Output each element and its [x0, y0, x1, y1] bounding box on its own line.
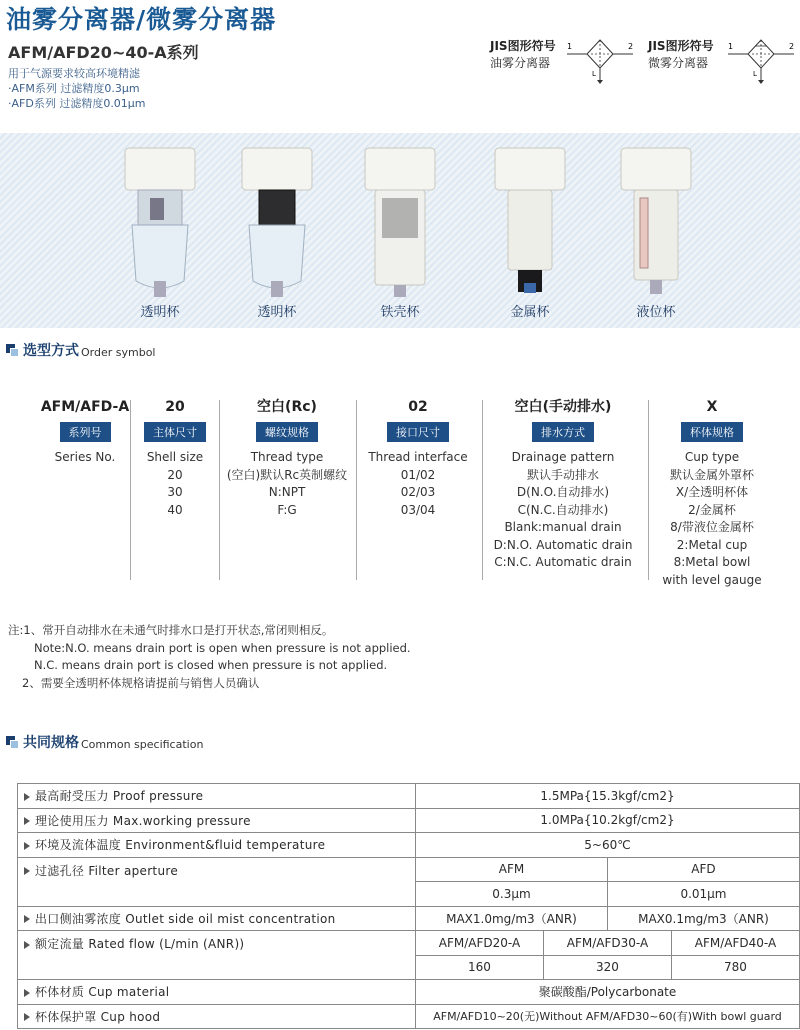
divider	[482, 400, 483, 580]
spec-label: 过滤孔径 Filter aperture	[35, 863, 178, 878]
table-row	[18, 857, 800, 882]
product-image-metal-bowl	[490, 143, 570, 308]
table-row	[18, 784, 800, 809]
port-2-label: 2	[789, 42, 795, 51]
spec-value: AFM/AFD10~20(无)Without AFM/AFD30~60(有)With bowl guard	[416, 1004, 800, 1029]
note-line: Note:N.O. means drain port is open when pressure is not applied.	[34, 640, 411, 655]
column-line: Cup type	[684, 450, 740, 464]
column-code: 空白(Rc)	[257, 399, 317, 415]
column-line: Shell size	[146, 450, 204, 464]
table-row	[18, 906, 800, 931]
divider	[130, 400, 131, 580]
micro-mist-separator-symbol	[726, 36, 796, 86]
order-title-cn: 选型方式	[23, 343, 79, 359]
product-label: 透明杯	[257, 305, 297, 320]
product-label: 透明杯	[140, 305, 180, 320]
order-column-interface	[358, 397, 478, 519]
port-2-label: 2	[628, 42, 634, 51]
notes	[8, 622, 411, 692]
spec-label: 出口侧油雾浓度 Outlet side oil mist concentration	[35, 911, 336, 926]
spec-value: 0.01μm	[607, 882, 799, 907]
order-column-size	[132, 397, 218, 519]
table-row	[18, 1004, 800, 1029]
divider	[648, 400, 649, 580]
product-image-iron-bowl	[360, 143, 440, 308]
bullet-icon	[24, 842, 30, 850]
column-lines	[358, 449, 478, 519]
spec-header: AFM/AFD40-A	[671, 931, 799, 956]
order-column-drain	[484, 397, 642, 572]
bullet-icon	[24, 989, 30, 997]
product-gallery	[0, 133, 800, 328]
bullet-icon	[24, 915, 30, 923]
column-line: 2:Metal cup	[676, 537, 748, 552]
spec-header: AFM/AFD30-A	[543, 931, 671, 956]
column-tag: 杯体规格	[681, 422, 743, 442]
column-lines	[132, 449, 218, 519]
table-row	[18, 808, 800, 833]
column-line: X/全透明杯体	[675, 485, 749, 499]
spec-title-en: Common specification	[81, 738, 204, 751]
column-line: 30	[167, 485, 183, 499]
jis-label: JIS图形符号	[648, 39, 714, 53]
product-label: 液位杯	[636, 305, 676, 320]
spec-value: 聚碳酸酯/Polycarbonate	[416, 980, 800, 1005]
spec-value: 780	[671, 955, 799, 980]
page-title: 油雾分离器/微雾分离器	[6, 5, 277, 34]
column-line: 2/金属杯	[688, 502, 736, 517]
column-code: AFM/AFD-A	[40, 399, 130, 415]
spec-header: AFD	[607, 857, 799, 882]
note-line: N.C. means drain port is closed when pressure is not applied.	[34, 658, 388, 672]
note-line: 注:1、常开自动排水在未通气时排水口是打开状态,常闭则相反。	[8, 623, 334, 637]
product-label: 铁壳杯	[380, 305, 420, 320]
product-image-clear-bowl-2	[237, 143, 317, 308]
desc-line: 用于气源要求较高环境精滤	[8, 67, 140, 80]
spec-value: 160	[416, 955, 544, 980]
note-line: 2、需要全透明杯体规格请提前与销售人员确认	[22, 675, 260, 690]
jis-block-micro	[648, 38, 714, 72]
spec-value: 1.0MPa{10.2kgf/cm2}	[416, 808, 800, 833]
spec-value: 320	[543, 955, 671, 980]
order-title-en: Order symbol	[81, 346, 156, 359]
drain-label: L	[592, 70, 596, 78]
spec-label: 最高耐受压力 Proof pressure	[35, 789, 204, 804]
section-square-icon	[6, 736, 20, 750]
column-line: C:N.C. Automatic drain	[494, 555, 632, 569]
column-line: N:NPT	[268, 485, 306, 499]
table-row	[18, 980, 800, 1005]
spec-label: 额定流量 Rated flow (L/min (ANR))	[35, 937, 245, 951]
column-lines	[650, 449, 774, 589]
column-code: 02	[408, 399, 428, 415]
column-code: 20	[165, 399, 185, 415]
product-label: 金属杯	[510, 305, 550, 320]
column-tag: 螺纹规格	[256, 422, 318, 442]
column-line: 20	[167, 467, 183, 482]
product-image-level-bowl	[616, 143, 696, 308]
column-line: Series No.	[54, 450, 116, 464]
spec-title-cn: 共同规格	[23, 735, 79, 751]
table-row	[18, 833, 800, 858]
spec-label: 杯体材质 Cup material	[35, 985, 170, 1000]
desc-line: ·AFD系列 过滤精度0.01μm	[8, 97, 146, 110]
column-line: 01/02	[400, 467, 436, 482]
spec-value: 5~60℃	[416, 833, 800, 858]
column-line: 40	[167, 502, 183, 517]
column-line: with level gauge	[662, 572, 762, 587]
spec-value: 1.5MPa{15.3kgf/cm2}	[416, 784, 800, 809]
order-section-header	[6, 340, 155, 360]
bullet-icon	[24, 1013, 30, 1021]
spec-label: 环境及流体温度 Environment&fluid temperature	[35, 838, 326, 853]
column-line: C(N.C.自动排水)	[517, 502, 609, 517]
column-line: (空白)默认Rc英制螺纹	[226, 467, 348, 482]
spec-header: AFM/AFD20-A	[416, 931, 544, 956]
spec-value: MAX0.1mg/m3（ANR)	[607, 906, 799, 931]
column-line: 02/03	[400, 485, 436, 499]
column-lines	[220, 449, 354, 519]
jis-name: 微雾分离器	[648, 56, 709, 70]
spec-header: AFM	[416, 857, 608, 882]
column-tag: 主体尺寸	[144, 422, 206, 442]
column-line: 默认金属外罩杯	[669, 467, 754, 482]
drain-label: L	[753, 70, 757, 78]
section-square-icon	[6, 344, 20, 358]
bullet-icon	[24, 793, 30, 801]
column-lines	[484, 449, 642, 572]
column-line: Drainage pattern	[511, 450, 615, 464]
column-line: Thread interface	[368, 450, 468, 464]
description	[8, 66, 146, 111]
column-line: D(N.O.自动排水)	[516, 485, 610, 499]
spec-label: 杯体保护罩 Cup hood	[35, 1009, 161, 1024]
spec-table	[17, 783, 800, 1029]
column-code: 空白(手动排水)	[514, 399, 612, 415]
bullet-icon	[24, 817, 30, 825]
spec-section-header	[6, 732, 203, 752]
table-row	[18, 931, 800, 956]
port-1-label: 1	[728, 42, 734, 51]
product-image-clear-bowl	[120, 143, 200, 308]
column-tag: 排水方式	[532, 422, 594, 442]
jis-name: 油雾分离器	[490, 56, 551, 70]
column-line: F:G	[277, 502, 297, 517]
order-column-thread	[220, 397, 354, 519]
column-line: Blank:manual drain	[504, 520, 622, 534]
column-line: 8:Metal bowl	[673, 555, 751, 569]
column-line: D:N.O. Automatic drain	[493, 537, 633, 552]
divider	[356, 400, 357, 580]
desc-line: ·AFM系列 过滤精度0.3μm	[8, 82, 140, 95]
column-tag: 接口尺寸	[387, 422, 449, 442]
column-line: 8/带液位金属杯	[670, 520, 754, 534]
oil-mist-separator-symbol	[565, 36, 635, 86]
jis-label: JIS图形符号	[490, 39, 556, 53]
column-code: X	[706, 399, 718, 415]
bullet-icon	[24, 941, 30, 949]
spec-value: MAX1.0mg/m3（ANR)	[416, 906, 608, 931]
series-title: AFM/AFD20~40-A系列	[8, 43, 199, 62]
column-line: Thread type	[250, 450, 324, 464]
spec-value: 0.3μm	[416, 882, 608, 907]
column-tag: 系列号	[60, 422, 111, 442]
column-line: 03/04	[400, 502, 436, 517]
port-1-label: 1	[567, 42, 573, 51]
bullet-icon	[24, 867, 30, 875]
order-column-cup	[650, 397, 774, 589]
jis-block-oil	[490, 38, 556, 72]
spec-label: 理论使用压力 Max.working pressure	[35, 813, 251, 828]
column-line: 默认手动排水	[526, 467, 599, 482]
